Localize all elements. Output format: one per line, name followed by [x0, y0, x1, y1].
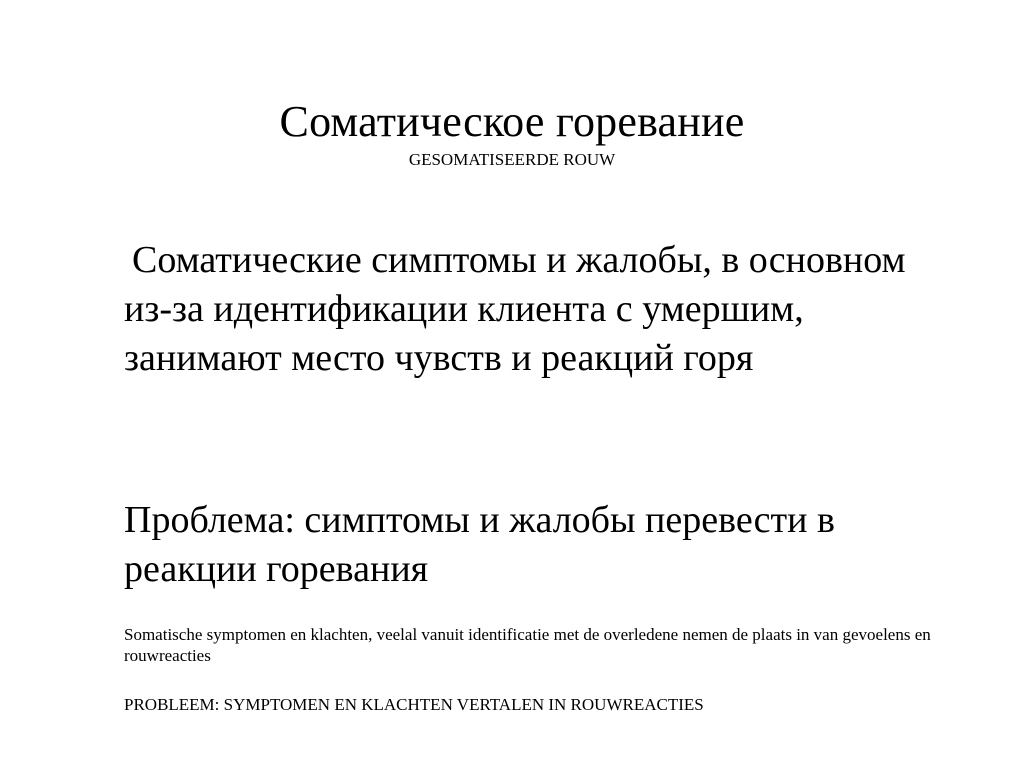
main-paragraph-symptoms: Соматические симптомы и жалобы, в основном из-за идентификации клиента с умершим, занимают место чувств и реакций горя: [124, 239, 906, 379]
slide-title: Соматическое горевание: [279, 97, 745, 146]
dutch-note-problem: PROBLEEM: SYMPTOMEN EN KLACHTEN VERTALEN IN ROUWREACTIES: [124, 695, 704, 714]
main-paragraph-problem: Проблема: симптомы и жалобы перевести в реакции горевания: [124, 499, 835, 590]
slide-subtitle: GESOMATISEERDE ROUW: [408, 150, 616, 169]
dutch-note-symptoms: Somatische symptomen en klachten, veelal vanuit identificatie met de overledene nemen de plaats in van gevoelens en rouwreacties: [124, 625, 931, 665]
